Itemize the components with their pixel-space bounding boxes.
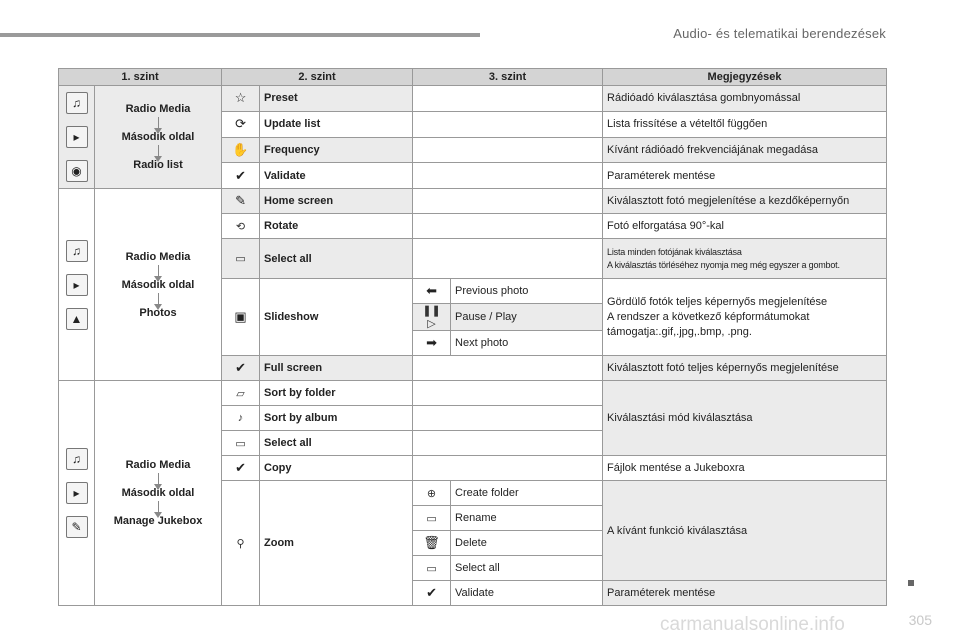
update-list-label: Update list <box>260 111 413 137</box>
radio-list-icon: ◉ <box>66 160 88 182</box>
radio-media-icon: ♫ <box>66 92 88 114</box>
validate-label: Validate <box>260 163 413 189</box>
copy-label: Copy <box>260 456 413 481</box>
jukebox-icon: ✎ <box>66 516 88 538</box>
watermark: carmanualsonline.info <box>660 614 845 635</box>
checkmark-icon: ✔ <box>222 456 260 481</box>
select-all-icon: ▭ <box>222 431 260 456</box>
create-folder-icon: ⊕ <box>413 481 451 506</box>
header-level-1: 1. szint <box>59 69 222 86</box>
frequency-note: Kívánt rádióadó frekvenciájának megadása <box>603 137 887 163</box>
header-notes: Megjegyzések <box>603 69 887 86</box>
down-arrow-icon <box>158 473 159 485</box>
previous-photo-label: Previous photo <box>451 279 603 304</box>
top-rule <box>0 33 480 37</box>
sort-note: Kiválasztási mód kiválasztása <box>603 381 887 456</box>
frequency-label: Frequency <box>260 137 413 163</box>
zoom-icon: ⚲ <box>222 481 260 606</box>
rename-label: Rename <box>451 506 603 531</box>
delete-label: Delete <box>451 531 603 556</box>
preset-note: Rádióadó kiválasztása gombnyomással <box>603 86 887 112</box>
pause-play-icon: ❚❚ ▷ <box>413 304 451 331</box>
down-arrow-icon <box>158 501 159 513</box>
pause-play-label: Pause / Play <box>451 304 603 331</box>
select-all-label: Select all <box>260 431 413 456</box>
second-page-icon: ▸ <box>66 274 88 296</box>
second-page-icon: ▸ <box>66 126 88 148</box>
album-icon: ♪ <box>222 406 260 431</box>
trash-icon: 🗑 <box>413 531 451 556</box>
validate-sub-label: Validate <box>451 581 603 606</box>
zoom-label: Zoom <box>260 481 413 606</box>
header-level-3: 3. szint <box>413 69 603 86</box>
radio-media-icon: ♫ <box>66 240 88 262</box>
home-screen-icon: ✎ <box>222 189 260 214</box>
copy-note: Fájlok mentése a Jukeboxra <box>603 456 887 481</box>
down-arrow-icon <box>158 293 159 305</box>
preset-icon: ☆ <box>222 86 260 112</box>
header-level-2: 2. szint <box>222 69 413 86</box>
home-screen-label: Home screen <box>260 189 413 214</box>
select-all-sub-label: Select all <box>451 556 603 581</box>
select-all-icon: ▭ <box>222 239 260 279</box>
group1-icons <box>59 86 95 189</box>
checkmark-icon: ✔ <box>222 356 260 381</box>
select-all-label: Select all <box>260 239 413 279</box>
select-all-note: Lista minden fotójának kiválasztása A kiválasztás törléséhez nyomja meg még egyszer a gombot. <box>603 239 887 279</box>
group1-path: Radio Media Második oldal Radio list <box>95 86 222 189</box>
sort-by-folder-label: Sort by folder <box>260 381 413 406</box>
menu-table <box>58 68 887 606</box>
down-arrow-icon <box>158 117 159 129</box>
slideshow-note: Gördülő fotók teljes képernyős megjelenítése A rendszer a következő képformátumokat támogatja:.gif,.jpg,.bmp, .png. <box>603 279 887 356</box>
next-arrow-icon: ➡ <box>413 331 451 356</box>
table-row <box>59 189 887 214</box>
table-row <box>59 86 887 112</box>
down-arrow-icon <box>158 145 159 157</box>
radio-media-icon: ♫ <box>66 448 88 470</box>
photos-icon: ▲ <box>66 308 88 330</box>
create-folder-label: Create folder <box>451 481 603 506</box>
slideshow-icon: ▣ <box>222 279 260 356</box>
frequency-icon: ✋ <box>222 137 260 163</box>
folder-icon: ▱ <box>222 381 260 406</box>
zoom-note: A kívánt funkció kiválasztása <box>603 481 887 581</box>
select-all-icon: ▭ <box>413 556 451 581</box>
validate-sub-note: Paraméterek mentése <box>603 581 887 606</box>
group2-path: Radio Media Második oldal Photos <box>95 189 222 381</box>
checkmark-icon: ✔ <box>413 581 451 606</box>
page-header-title: Audio- és telematikai berendezések <box>673 26 886 41</box>
table-row <box>59 381 887 406</box>
full-screen-note: Kiválasztott fotó teljes képernyős megjelenítése <box>603 356 887 381</box>
down-arrow-icon <box>158 265 159 277</box>
rotate-note: Fotó elforgatása 90°-kal <box>603 214 887 239</box>
second-page-icon: ▸ <box>66 482 88 504</box>
group2-icons <box>59 189 95 381</box>
rotate-icon: ⟲ <box>222 214 260 239</box>
table-header-row <box>59 69 887 86</box>
update-list-note: Lista frissítése a vételtől függően <box>603 111 887 137</box>
preset-label: Preset <box>260 86 413 112</box>
rename-icon: ▭ <box>413 506 451 531</box>
section-marker <box>908 580 914 586</box>
page-number: 305 <box>908 612 932 628</box>
next-photo-label: Next photo <box>451 331 603 356</box>
slideshow-label: Slideshow <box>260 279 413 356</box>
full-screen-label: Full screen <box>260 356 413 381</box>
group3-icons <box>59 381 95 606</box>
refresh-icon: ⟳ <box>222 111 260 137</box>
home-screen-note: Kiválasztott fotó megjelenítése a kezdőképernyőn <box>603 189 887 214</box>
sort-by-album-label: Sort by album <box>260 406 413 431</box>
previous-arrow-icon: ⬅ <box>413 279 451 304</box>
rotate-label: Rotate <box>260 214 413 239</box>
group3-path: Radio Media Második oldal Manage Jukebox <box>95 381 222 606</box>
checkmark-icon: ✔ <box>222 163 260 189</box>
validate-note: Paraméterek mentése <box>603 163 887 189</box>
